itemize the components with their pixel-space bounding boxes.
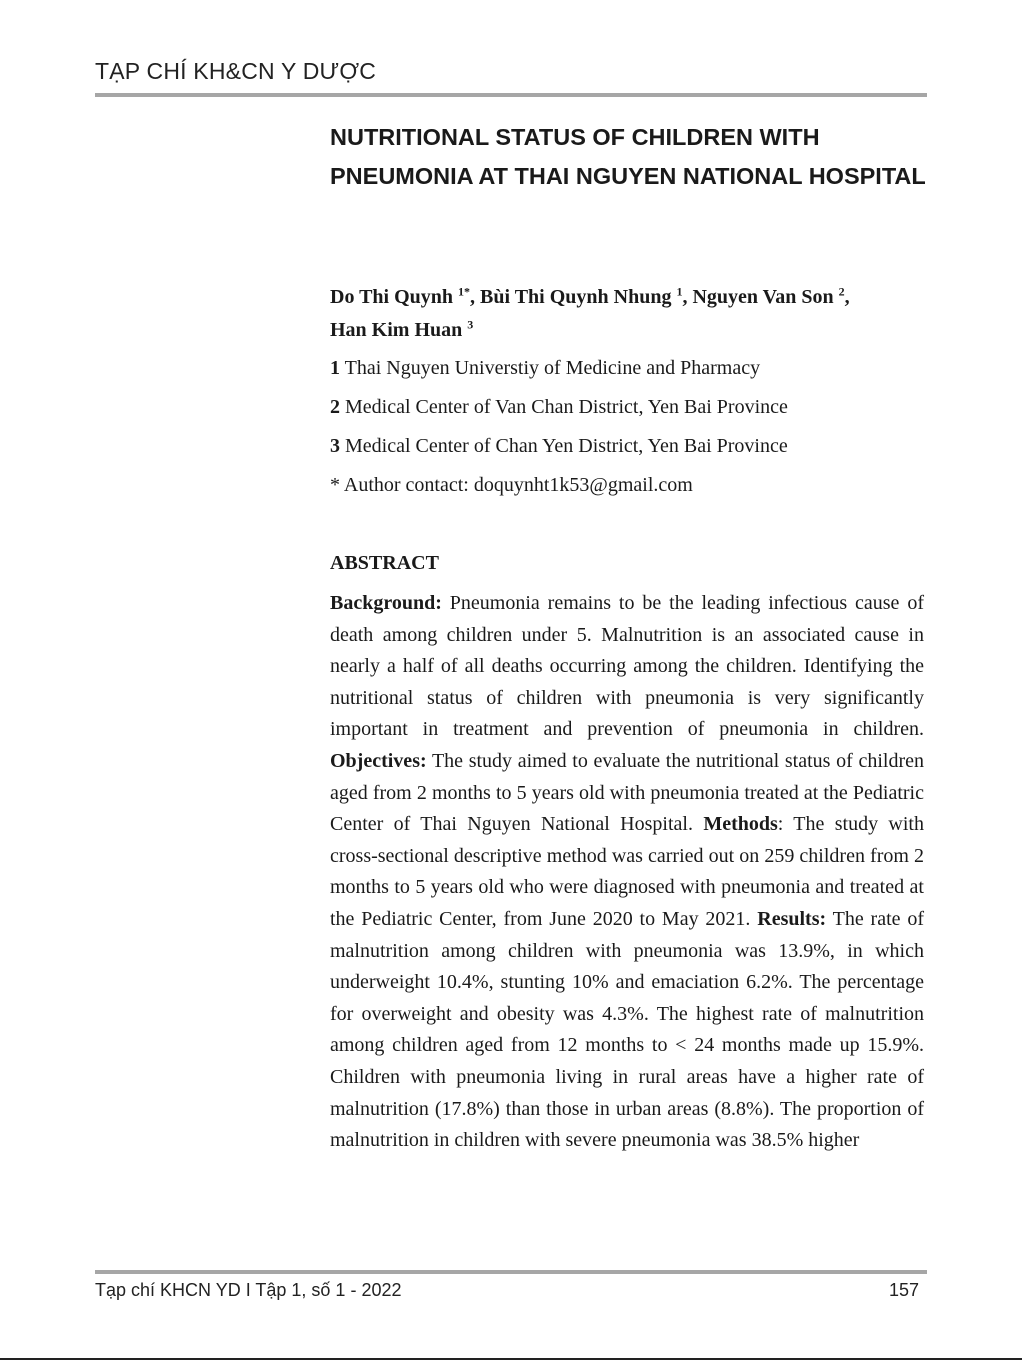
author-list xyxy=(330,281,930,347)
abstract-heading: ABSTRACT xyxy=(330,552,439,574)
author-name: Nguyen Van Son xyxy=(692,286,834,308)
affiliation-text: Thai Nguyen Universtiy of Medicine and Pharmacy xyxy=(340,357,761,379)
author-separator: , xyxy=(844,286,850,308)
affiliation-1 xyxy=(330,354,930,382)
author-name: Do Thi Quynh xyxy=(330,286,454,308)
article-title: NUTRITIONAL STATUS OF CHILDREN WITH PNEUMONIA AT THAI NGUYEN NATIONAL HOSPITAL xyxy=(330,124,926,189)
affiliation-number: 2 xyxy=(330,396,340,418)
author-contact: * Author contact: doquynht1k53@gmail.com xyxy=(330,474,693,496)
author-separator: , xyxy=(470,286,481,308)
journal-footer: Tạp chí KHCN YD I Tập 1, số 1 - 2022 xyxy=(95,1280,402,1300)
methods-text: : The study with cross-sectional descriptive method was carried out on 259 children from 2 months to 5 years old who were diagnosed with pneumonia and treated at the Pediatric Center, from June 2020 to May 2021. xyxy=(330,813,924,930)
author-separator: , xyxy=(682,286,693,308)
affiliation-text: Medical Center of Van Chan District, Yen Bai Province xyxy=(340,396,788,418)
footer-rule xyxy=(95,1270,927,1274)
abstract-body xyxy=(330,588,924,1157)
author-name: Bùi Thi Quynh Nhung xyxy=(480,286,672,308)
results-label: Results: xyxy=(757,907,827,930)
header-rule xyxy=(95,93,927,97)
affiliation-3 xyxy=(330,432,930,460)
results-text: The rate of malnutrition among children with pneumonia was 13.9%, in which underweight 10.4%, stunting 10% and emaciation 6.2%. The percentage for overweight and obesity was 4.3%. The highest rate of malnutrition among children aged from 12 months to < 24 months made up 15.9%. Children with pneumonia living in rural areas have a higher rate of malnutrition (17.8%) than those in urban areas (8.8%). The proportion of malnutrition in children with severe pneumonia was 38.5% higher xyxy=(330,907,924,1152)
author-affiliation-marker: 1 xyxy=(676,284,683,299)
methods-label: Methods xyxy=(703,813,778,836)
author-name: Han Kim Huan xyxy=(330,319,463,341)
background-text: Pneumonia remains to be the leading infectious cause of death among children under 5. Malnutrition is an associated cause in nearly a half of all deaths occurring among the children. Identifying the nutritional status of children with pneumonia is very significantly important in treatment and prevention of pneumonia in children. xyxy=(330,592,924,741)
author-affiliation-marker: 1* xyxy=(458,284,471,299)
affiliation-2 xyxy=(330,393,930,421)
author-affiliation-marker: 2 xyxy=(838,284,845,299)
affiliation-number: 1 xyxy=(330,357,340,379)
affiliation-text: Medical Center of Chan Yen District, Yen Bai Province xyxy=(340,435,788,457)
objectives-label: Objectives: xyxy=(330,749,427,772)
journal-header: TẠP CHÍ KH&CN Y DƯỢC xyxy=(95,58,377,84)
author-affiliation-marker: 3 xyxy=(467,317,474,332)
background-label: Background: xyxy=(330,592,442,614)
objectives-text: The study aimed to evaluate the nutritional status of children aged from 2 months to 5 years old with pneumonia treated at the Pediatric Center of Thai Nguyen National Hospital. xyxy=(330,749,924,836)
page-bottom-edge xyxy=(0,1358,1022,1360)
page-number: 157 xyxy=(888,1280,919,1300)
affiliation-number: 3 xyxy=(330,435,340,457)
